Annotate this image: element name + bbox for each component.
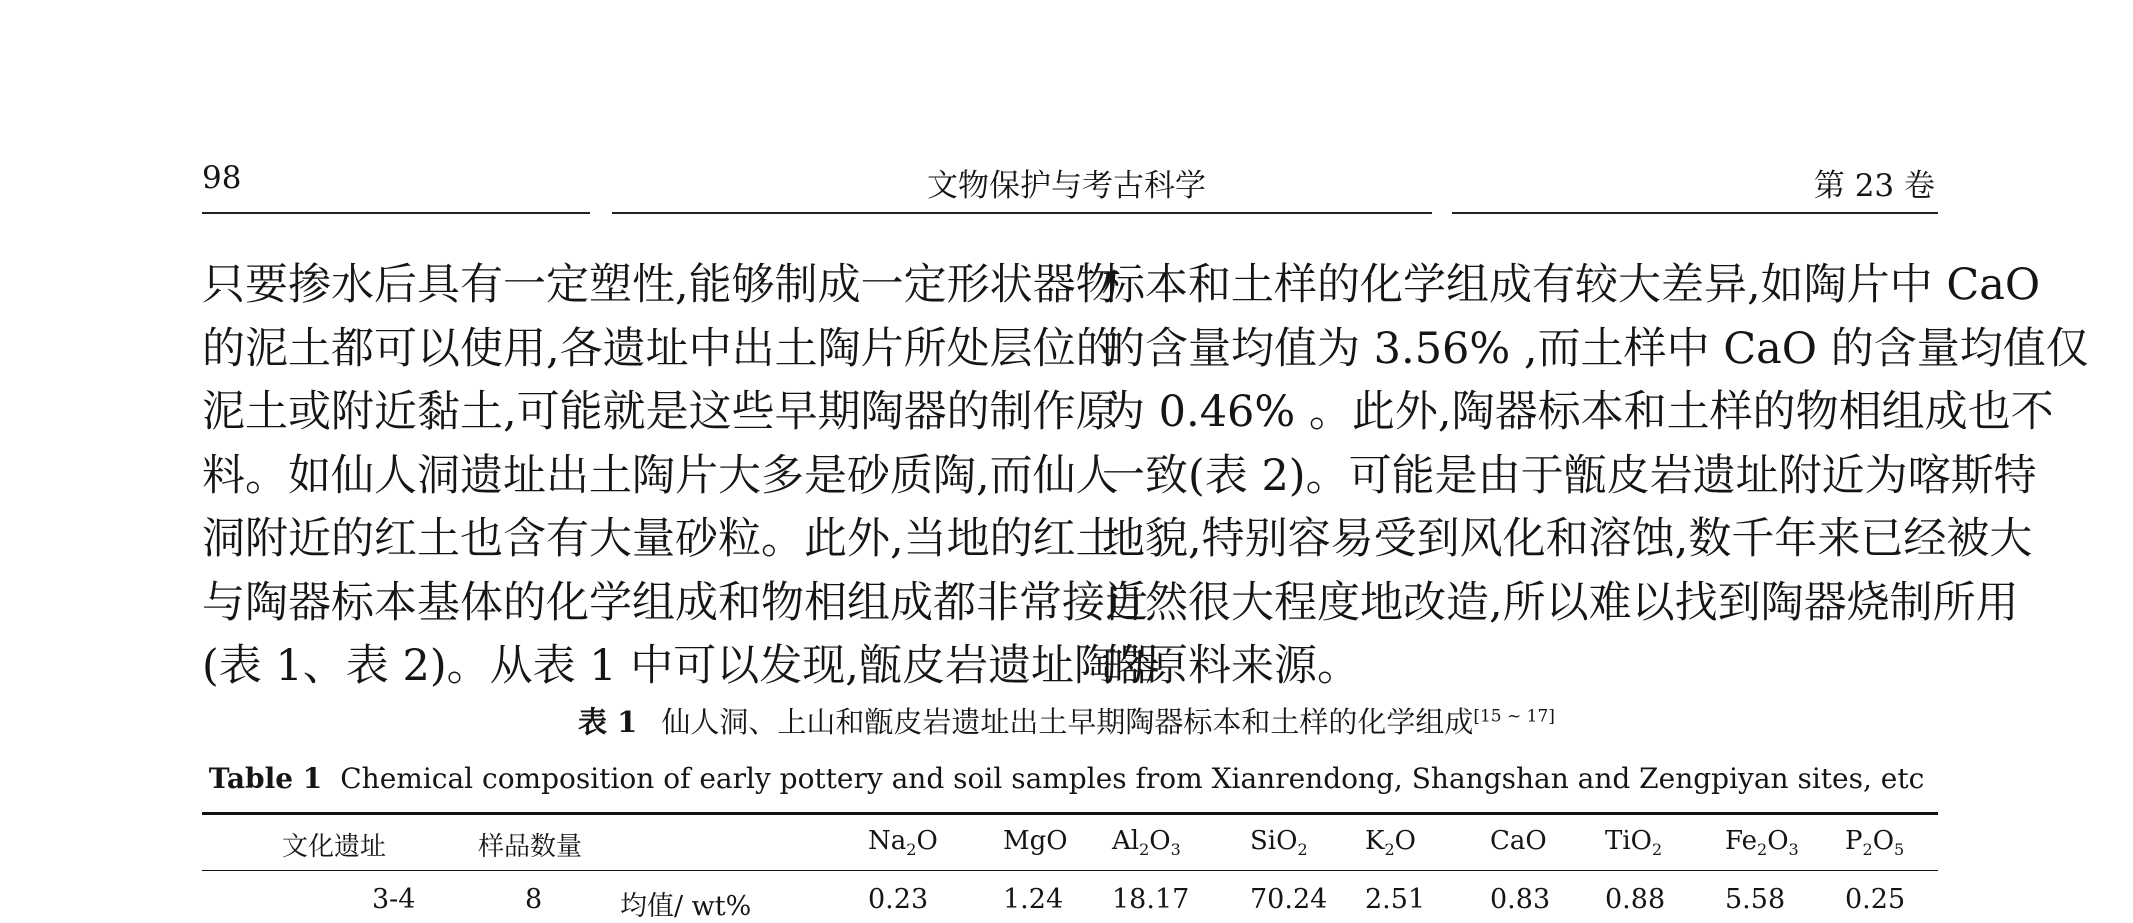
text-line: 的泥土都可以使用,各遗址中出土陶片所处层位的 xyxy=(202,323,1119,374)
header-rule-left xyxy=(202,212,590,214)
header-rule-center xyxy=(612,212,1432,214)
cell-na2o: 0.23 xyxy=(868,884,929,915)
text-line: 与陶器标本基体的化学组成和物相组成都非常接近 xyxy=(202,577,1148,628)
body-left-column xyxy=(202,254,1160,699)
reference-marker: [15 ~ 17] xyxy=(1473,706,1555,727)
journal-title: 文物保护与考古科学 xyxy=(927,168,1206,204)
text-line: 只要掺水后具有一定塑性,能够制成一定形状器物 xyxy=(202,260,1119,310)
table-top-rule xyxy=(202,812,1938,815)
volume-label: 第 23 卷 xyxy=(1813,168,1935,204)
col-header-na2o: $Na_2O$ xyxy=(868,826,938,860)
text-line: 一致(表 2)。可能是由于甑皮岩遗址附近为喀斯特 xyxy=(1102,450,2037,501)
table-header-rule xyxy=(202,870,1938,871)
row-site: 3-4 xyxy=(372,884,416,915)
text-line: 料。如仙人洞遗址出土陶片大多是砂质陶,而仙人 xyxy=(202,450,1119,501)
col-header-p2o5: $P_2O_5$ xyxy=(1845,826,1905,860)
text-line: 洞附近的红土也含有大量砂粒。此外,当地的红土 xyxy=(202,514,1119,564)
page-number: 98 xyxy=(202,160,242,196)
text-line: (表 1、表 2)。从表 1 中可以发现,甑皮岩遗址陶器 xyxy=(202,641,1160,691)
cell-k2o: 2.51 xyxy=(1365,884,1426,915)
text-line: 的含量均值为 3.56% ,而土样中 CaO 的含量均值仅 xyxy=(1102,323,2089,374)
col-header-k2o: $K_2O$ xyxy=(1365,826,1416,860)
cell-fe2o3: 5.58 xyxy=(1725,884,1786,915)
row-count: 8 xyxy=(525,884,543,915)
table-label-en: Table 1 xyxy=(208,762,323,795)
col-header-sio2: SiO$_2$ xyxy=(1250,826,1308,860)
cell-sio2: 70.24 xyxy=(1250,884,1328,915)
table-caption-cn xyxy=(0,700,2133,741)
table-label-cn: 表 1 xyxy=(578,705,638,739)
cell-cao: 0.83 xyxy=(1490,884,1551,915)
text-line: 地貌,特别容易受到风化和溶蚀,数千年来已经被大 xyxy=(1102,514,2033,564)
cell-p2o5: 0.25 xyxy=(1845,884,1906,915)
text-line: 自然很大程度地改造,所以难以找到陶器烧制所用 xyxy=(1102,577,2019,628)
text-line: 为 0.46% 。此外,陶器标本和土样的物相组成也不 xyxy=(1102,387,2054,437)
text-line: 标本和土样的化学组成有较大差异,如陶片中 CaO xyxy=(1102,260,2041,310)
text-line: 的原料来源。 xyxy=(1102,641,1360,691)
cell-mgo: 1.24 xyxy=(1003,884,1064,915)
col-header-tio2: TiO$_2$ xyxy=(1605,826,1663,860)
col-header-fe2o3: $Fe_2O_3$ xyxy=(1725,826,1799,860)
body-right-column xyxy=(1102,254,2089,699)
cell-tio2: 0.88 xyxy=(1605,884,1666,915)
text-line: 泥土或附近黏土,可能就是这些早期陶器的制作原 xyxy=(202,387,1119,437)
col-header-mgo: MgO xyxy=(1003,826,1068,856)
cell-al2o3: 18.17 xyxy=(1112,884,1190,915)
col-header-site: 文化遗址 xyxy=(282,832,387,862)
header-rule-right xyxy=(1452,212,1938,214)
col-header-count: 样品数量 xyxy=(478,832,583,862)
table-title-en: Chemical composition of early pottery and soil samples from Xianrendong, Shangshan and Zengpiyan sites, etc xyxy=(340,762,1925,795)
col-header-al2o3: $Al_2O_3$ xyxy=(1112,826,1181,860)
row-label: 均值/ wt% xyxy=(620,891,752,922)
table-title-cn: 仙人洞、上山和甑皮岩遗址出土早期陶器标本和土样的化学组成 xyxy=(661,705,1474,739)
table-caption-en xyxy=(0,762,2133,795)
col-header-cao: CaO xyxy=(1490,826,1547,856)
